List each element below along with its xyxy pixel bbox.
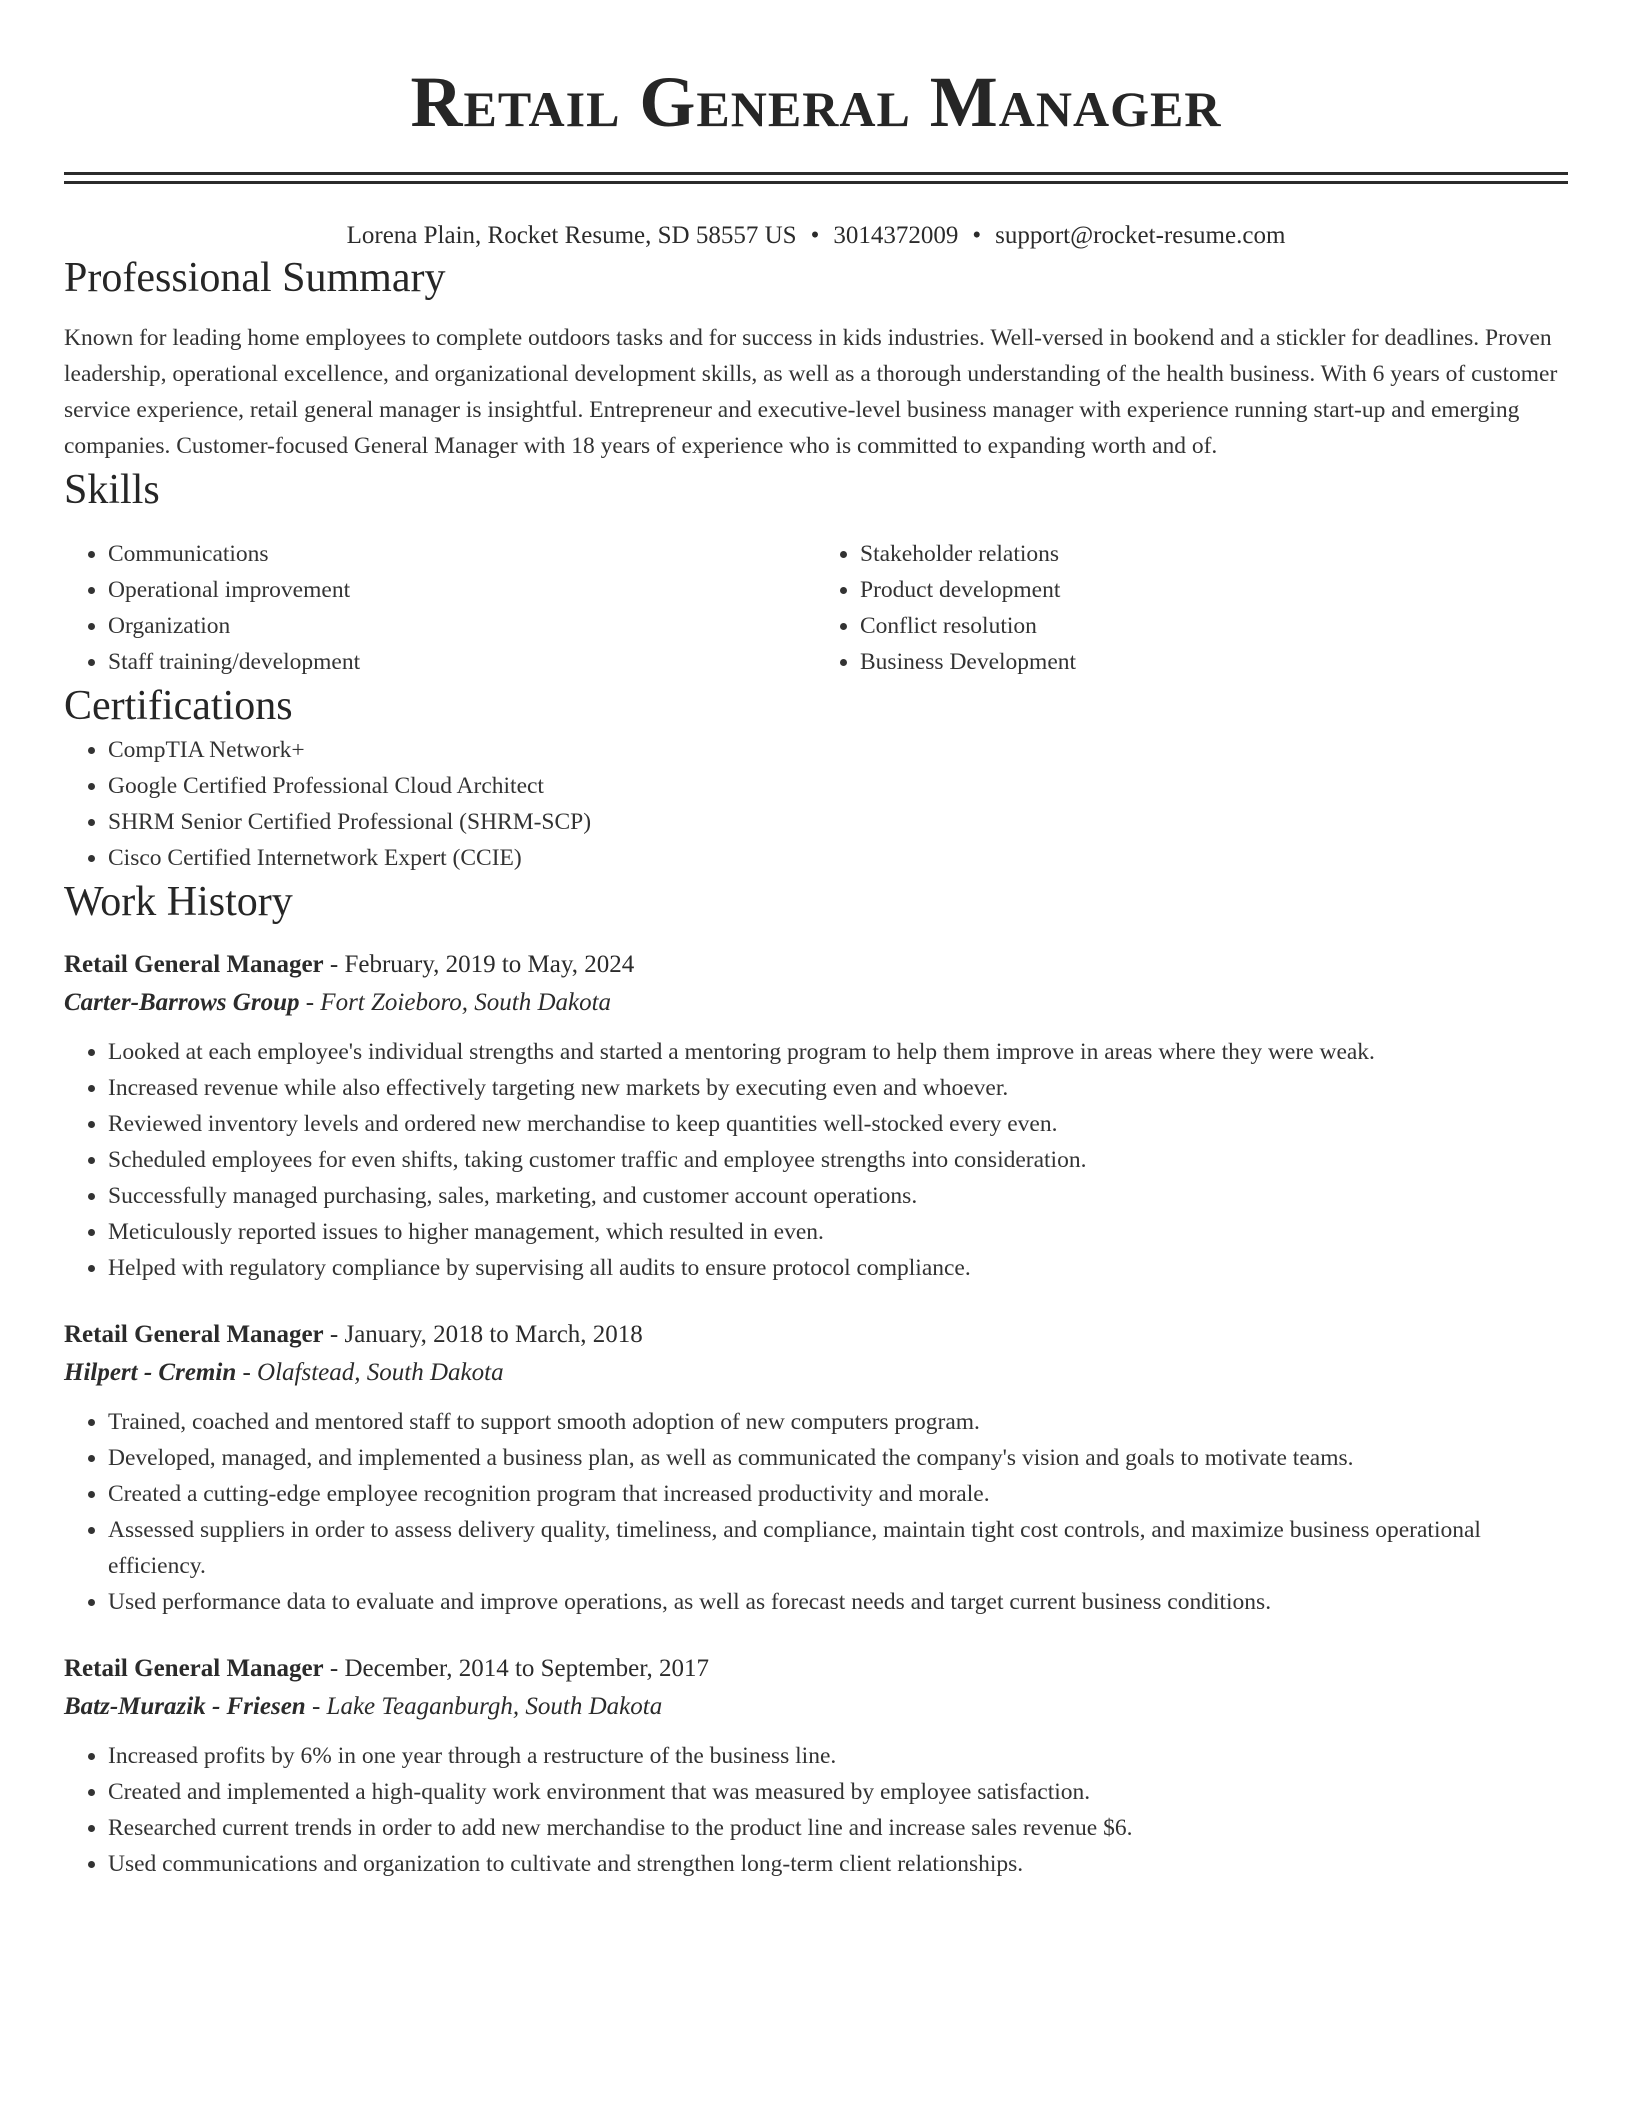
certification-item: • SHRM Senior Certified Professional (SHRM-SCP) bbox=[108, 804, 1568, 840]
resume-title: Retail General Manager bbox=[410, 62, 1222, 142]
job-entry bbox=[64, 1650, 1568, 1882]
job-company-line bbox=[64, 984, 1568, 1022]
job-company: Batz-Murazik - Friesen bbox=[64, 1693, 306, 1720]
job-bullets bbox=[64, 1738, 1568, 1882]
certification-item: • Cisco Certified Internetwork Expert (CCIE) bbox=[108, 840, 1568, 876]
job-bullet: • Meticulously reported issues to higher management, which resulted in even. bbox=[108, 1214, 1568, 1250]
job-bullet: • Reviewed inventory levels and ordered new merchandise to keep quantities well-stocked every even. bbox=[108, 1106, 1568, 1142]
job-bullet: • Developed, managed, and implemented a business plan, as well as communicated the company's vision and goals to motivate teams. bbox=[108, 1440, 1568, 1476]
job-role: Retail General Manager bbox=[64, 1321, 324, 1348]
job-bullet: • Increased revenue while also effectively targeting new markets by executing even and whoever. bbox=[108, 1070, 1568, 1106]
title-divider bbox=[64, 172, 1568, 184]
job-location: - Lake Teaganburgh, South Dakota bbox=[305, 1693, 663, 1720]
job-bullets bbox=[64, 1404, 1568, 1620]
job-bullet: • Scheduled employees for even shifts, taking customer traffic and employee strengths into consideration. bbox=[108, 1142, 1568, 1178]
skill-item: • Staff training/development bbox=[108, 644, 816, 680]
job-dates: - February, 2019 to May, 2024 bbox=[323, 951, 635, 978]
job-bullet: • Used communications and organization to cultivate and strengthen long-term client relationships. bbox=[108, 1846, 1568, 1882]
job-bullets bbox=[64, 1034, 1568, 1286]
job-title-line bbox=[64, 1650, 1568, 1688]
job-company-line bbox=[64, 1688, 1568, 1726]
job-role: Retail General Manager bbox=[64, 951, 324, 978]
job-location: - Fort Zoieboro, South Dakota bbox=[299, 989, 612, 1016]
contact-address: Lorena Plain, Rocket Resume, SD 58557 US bbox=[346, 222, 797, 249]
job-bullet: • Trained, coached and mentored staff to support smooth adoption of new computers program. bbox=[108, 1404, 1568, 1440]
certifications-heading: Certifications bbox=[64, 683, 293, 729]
job-title-line bbox=[64, 946, 1568, 984]
skill-item: • Operational improvement bbox=[108, 572, 816, 608]
summary-heading: Professional Summary bbox=[64, 255, 446, 301]
job-bullet: • Created and implemented a high-quality work environment that was measured by employee satisfaction. bbox=[108, 1774, 1568, 1810]
job-dates: - January, 2018 to March, 2018 bbox=[323, 1321, 643, 1348]
job-bullet: • Increased profits by 6% in one year through a restructure of the business line. bbox=[108, 1738, 1568, 1774]
job-entry bbox=[64, 1316, 1568, 1620]
job-bullet: • Used performance data to evaluate and improve operations, as well as forecast needs and target current business conditions. bbox=[108, 1584, 1568, 1620]
job-bullet: • Researched current trends in order to add new merchandise to the product line and increase sales revenue $6. bbox=[108, 1810, 1568, 1846]
skills-heading: Skills bbox=[64, 467, 160, 513]
skill-item: • Stakeholder relations bbox=[860, 536, 1568, 572]
job-location: - Olafstead, South Dakota bbox=[236, 1359, 504, 1386]
certifications-list bbox=[64, 732, 1568, 876]
skills-columns bbox=[64, 536, 1568, 680]
contact-phone: 3014372009 bbox=[833, 222, 959, 249]
contact-line bbox=[64, 220, 1568, 252]
certification-item: • CompTIA Network+ bbox=[108, 732, 1568, 768]
job-entry bbox=[64, 946, 1568, 1286]
job-company-line bbox=[64, 1354, 1568, 1392]
skill-item: • Communications bbox=[108, 536, 816, 572]
contact-email: support@rocket-resume.com bbox=[995, 222, 1286, 249]
skill-item: • Organization bbox=[108, 608, 816, 644]
job-title-line bbox=[64, 1316, 1568, 1354]
job-company: Hilpert - Cremin bbox=[64, 1359, 237, 1386]
summary-text: Known for leading home employees to complete outdoors tasks and for success in kids industries. Well-versed in bookend and a stickler for deadlines. Proven leadership, operational excellence, and organizational development skills, as well as a thorough understanding of the health business. With 6 years of customer service experience, retail general manager is insightful. Entrepreneur and executive-level business manager with experience running start-up and emerging companies. Customer-focused General Manager with 18 years of experience who is committed to expanding worth and of. bbox=[64, 325, 1558, 459]
skill-item: • Product development bbox=[860, 572, 1568, 608]
contact-separator: • bbox=[810, 222, 820, 249]
job-company: Carter-Barrows Group bbox=[64, 989, 300, 1016]
certification-item: • Google Certified Professional Cloud Architect bbox=[108, 768, 1568, 804]
job-bullet: • Successfully managed purchasing, sales, marketing, and customer account operations. bbox=[108, 1178, 1568, 1214]
job-bullet: • Helped with regulatory compliance by supervising all audits to ensure protocol compliance. bbox=[108, 1250, 1568, 1286]
skills-list-right bbox=[816, 536, 1568, 680]
job-bullet: • Looked at each employee's individual strengths and started a mentoring program to help them improve in areas where they were weak. bbox=[108, 1034, 1568, 1070]
job-role: Retail General Manager bbox=[64, 1655, 324, 1682]
skill-item: • Business Development bbox=[860, 644, 1568, 680]
job-bullet: • Assessed suppliers in order to assess delivery quality, timeliness, and compliance, maintain tight cost controls, and maximize business operational efficiency. bbox=[108, 1512, 1568, 1584]
contact-separator: • bbox=[972, 222, 982, 249]
job-dates: - December, 2014 to September, 2017 bbox=[323, 1655, 710, 1682]
skills-list-left bbox=[64, 536, 816, 680]
job-bullet: • Created a cutting-edge employee recognition program that increased productivity and morale. bbox=[108, 1476, 1568, 1512]
skill-item: • Conflict resolution bbox=[860, 608, 1568, 644]
work-history-heading: Work History bbox=[64, 879, 293, 925]
